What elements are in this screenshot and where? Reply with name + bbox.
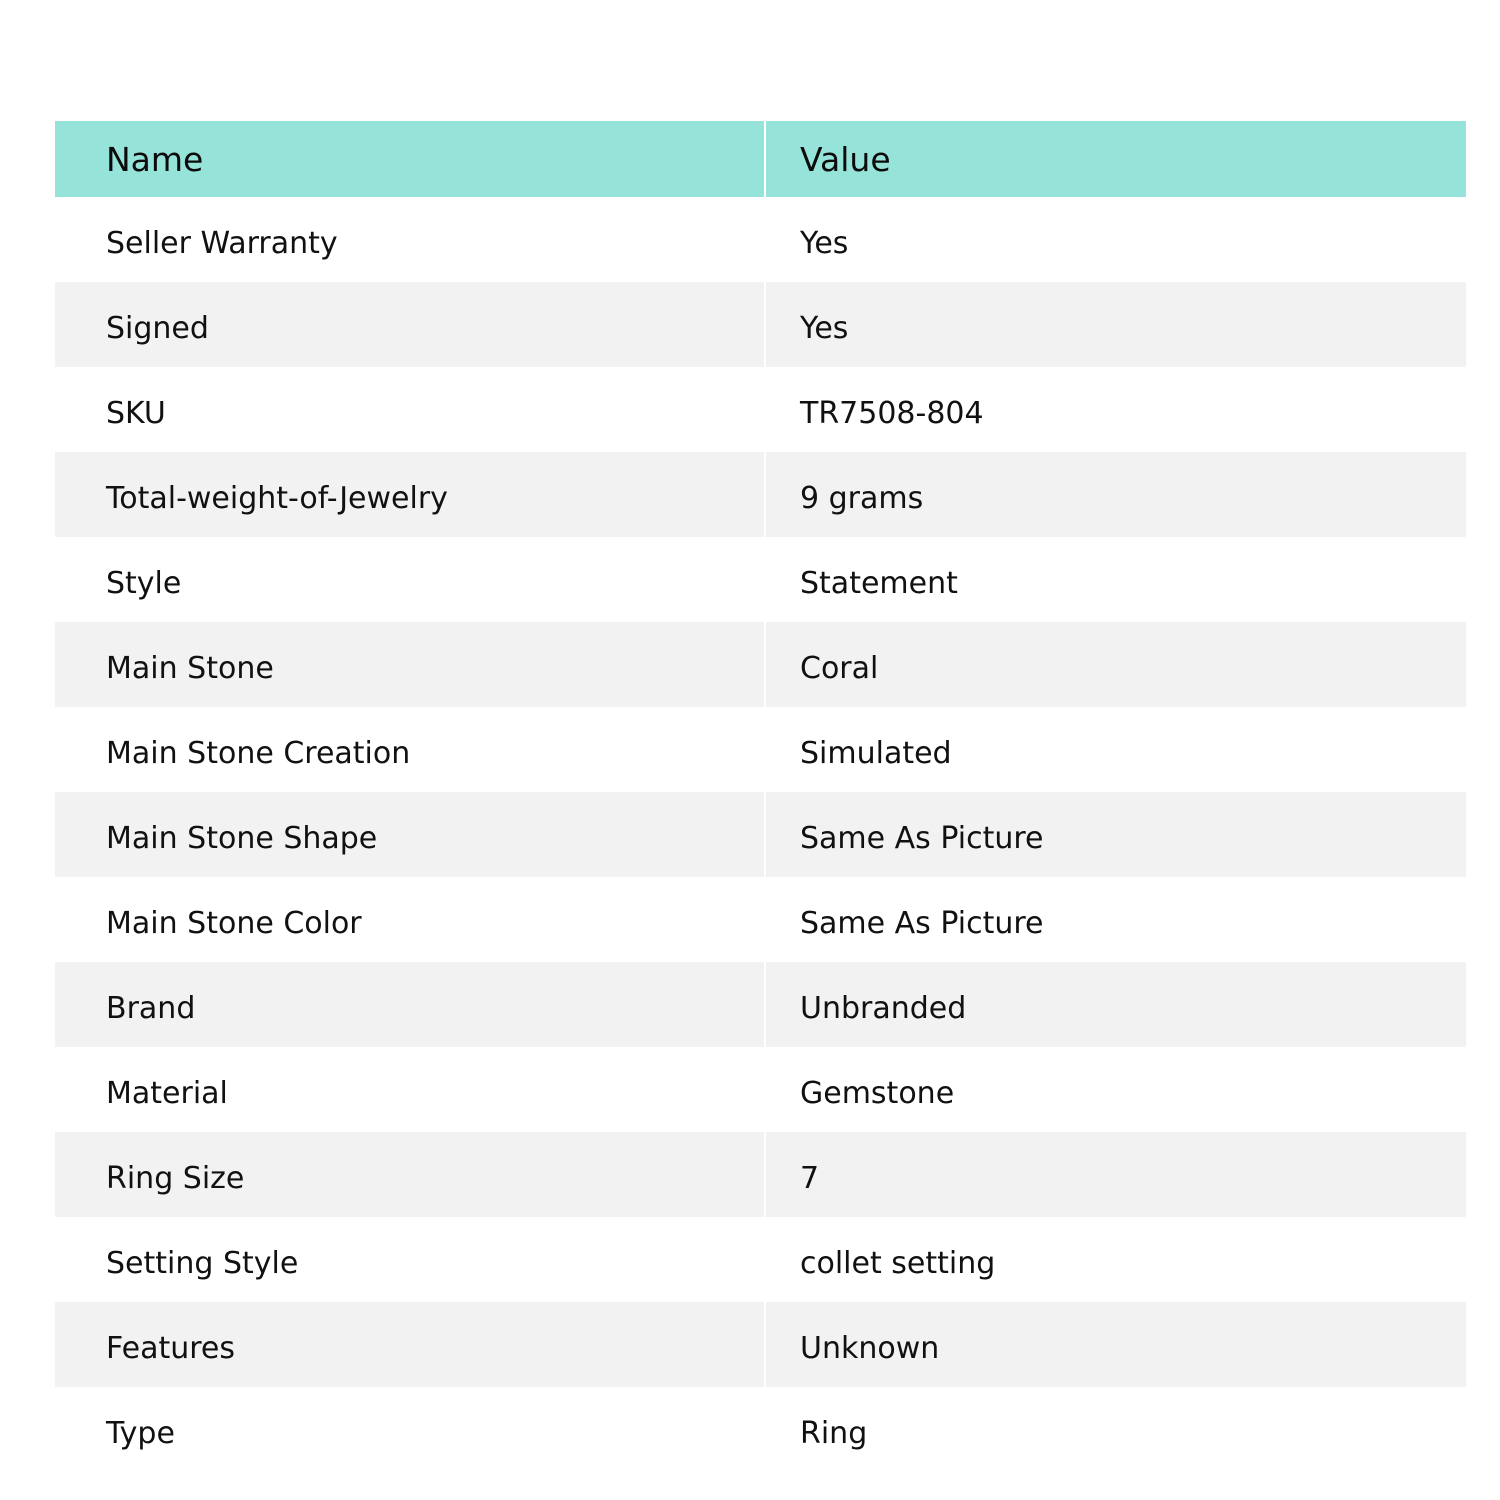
row-value-cell: Simulated (766, 707, 1466, 792)
table-row (55, 622, 1466, 707)
row-name-cell: Features (55, 1302, 766, 1387)
row-name-cell: Main Stone Color (55, 877, 766, 962)
row-name-cell: Main Stone (55, 622, 766, 707)
row-value-cell: 7 (766, 1132, 1466, 1217)
row-name-cell: Seller Warranty (55, 197, 766, 282)
row-value-cell: Yes (766, 197, 1466, 282)
table-row (55, 282, 1466, 367)
table-row (55, 1387, 1466, 1472)
row-value-cell: Yes (766, 282, 1466, 367)
table-row (55, 197, 1466, 282)
row-name-cell: Brand (55, 962, 766, 1047)
spec-table (55, 121, 1466, 1472)
row-name-cell: Material (55, 1047, 766, 1132)
row-value-cell: Statement (766, 537, 1466, 622)
header-name-cell: Name (55, 121, 766, 197)
row-value-cell: Unbranded (766, 962, 1466, 1047)
table-row (55, 1132, 1466, 1217)
header-value-cell: Value (766, 121, 1466, 197)
row-name-cell: Type (55, 1387, 766, 1472)
table-row (55, 367, 1466, 452)
row-name-cell: Style (55, 537, 766, 622)
row-value-cell: TR7508-804 (766, 367, 1466, 452)
row-name-cell: Total-weight-of-Jewelry (55, 452, 766, 537)
table-row (55, 1217, 1466, 1302)
table-header-row (55, 121, 1466, 197)
table-row (55, 792, 1466, 877)
row-value-cell: collet setting (766, 1217, 1466, 1302)
row-name-cell: Setting Style (55, 1217, 766, 1302)
row-value-cell: Coral (766, 622, 1466, 707)
row-value-cell: Gemstone (766, 1047, 1466, 1132)
table-row (55, 452, 1466, 537)
table-row (55, 877, 1466, 962)
table-row (55, 1047, 1466, 1132)
row-name-cell: Main Stone Shape (55, 792, 766, 877)
table-row (55, 1302, 1466, 1387)
row-name-cell: Ring Size (55, 1132, 766, 1217)
row-value-cell: 9 grams (766, 452, 1466, 537)
row-value-cell: Same As Picture (766, 877, 1466, 962)
table-row (55, 962, 1466, 1047)
table-row (55, 707, 1466, 792)
row-name-cell: Signed (55, 282, 766, 367)
row-value-cell: Unknown (766, 1302, 1466, 1387)
table-row (55, 537, 1466, 622)
row-name-cell: Main Stone Creation (55, 707, 766, 792)
row-name-cell: SKU (55, 367, 766, 452)
row-value-cell: Same As Picture (766, 792, 1466, 877)
row-value-cell: Ring (766, 1387, 1466, 1472)
